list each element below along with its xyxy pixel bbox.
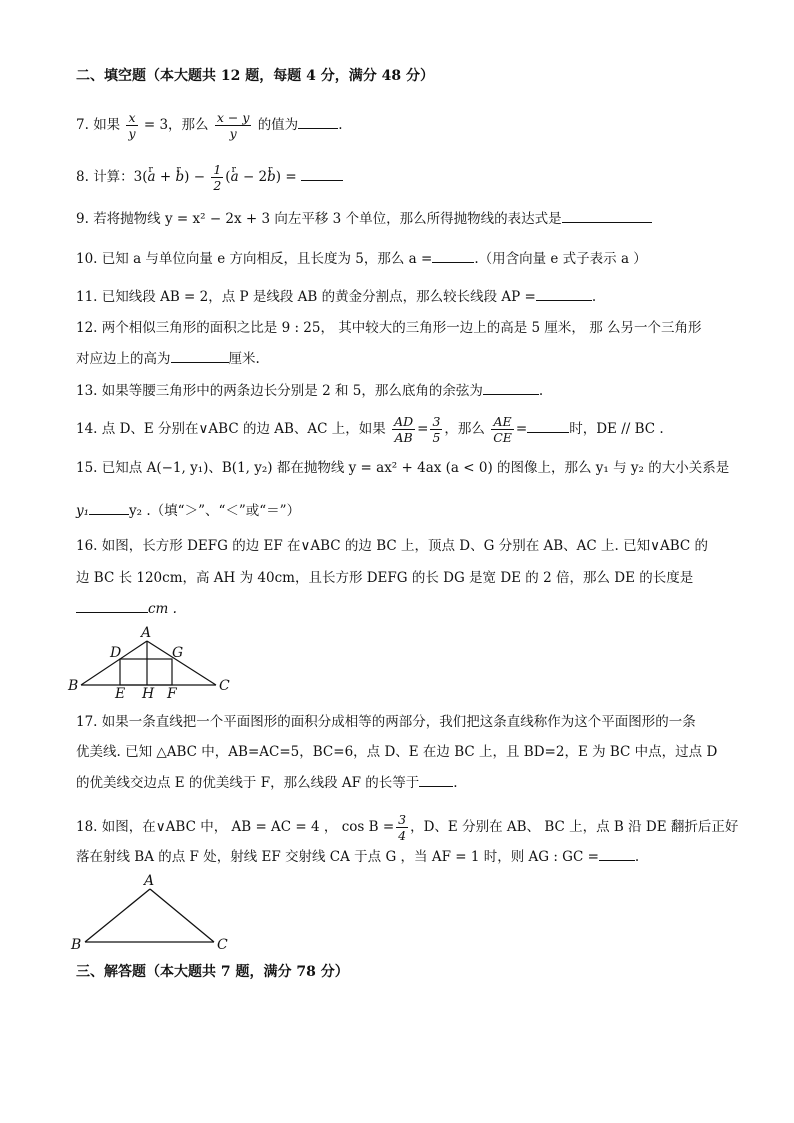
q7-text-b: = 3，那么: [143, 117, 209, 133]
section-3-title: 三、解答题（本大题共 7 题，满分 78 分）: [76, 964, 349, 980]
question-17-cont: 优美线. 已知 △ABC 中，AB=AC=5，BC=6，点 D、E 在边 BC 上，且 BD=2，E 为 BC 中点，过点 D: [76, 744, 718, 760]
question-10: 10. 已知 a 与单位向量 e 方向相反，且长度为 5，那么 a = .（用含向量 e 式子表示 a ）: [76, 248, 647, 269]
section-2-title: 二、填空题（本大题共 12 题，每题 4 分，满分 48 分）: [76, 68, 434, 84]
q14-frac-ad-ab: $\frac{AD}{AB}$: [394, 414, 414, 445]
question-13: 13. 如果等腰三角形中的两条边长分别是 2 和 5，那么底角的余弦为 .: [76, 380, 543, 401]
q8-answer-blank[interactable]: [301, 166, 343, 181]
vector-a: r a: [148, 169, 156, 185]
q7-frac-xmy-over-y: $\frac{x - y}{y}$: [216, 110, 250, 141]
fig16-label-c: C: [219, 678, 230, 694]
q17-answer-blank[interactable]: [419, 772, 453, 787]
fig16-label-g: G: [172, 645, 184, 661]
q7-number: 7.: [76, 117, 89, 133]
figure-16-triangle: [66, 622, 236, 698]
question-15: 15. 已知点 A(−1, y₁)、B(1, y₂) 都在抛物线 y = ax² + 4ax (a < 0) 的图像上，那么 y₁ 与 y₂ 的大小关系是: [76, 460, 730, 476]
fig16-label-b: B: [68, 678, 79, 694]
q18-answer-blank[interactable]: [599, 846, 635, 861]
question-16: 16. 如图，长方形 DEFG 的边 EF 在∨ABC 的边 BC 上，顶点 D、G 分别在 AB、AC 上. 已知∨ABC 的: [76, 538, 709, 554]
q9-answer-blank[interactable]: [562, 208, 652, 223]
question-9: 9. 若将抛物线 y = x² − 2x + 3 向左平移 3 个单位，那么所得抛物线的表达式是: [76, 208, 652, 229]
question-18: 18. 如图，在∨ABC 中， AB = AC = 4 ， cos B = $\frac{3}{4}$ ，D、E 分别在 AB、 BC 上，点 B 沿 DE 翻折后正好: [76, 812, 739, 843]
q10-answer-blank[interactable]: [432, 248, 474, 263]
vector-b: r b: [176, 169, 185, 185]
q8-number: 8.: [76, 169, 89, 185]
q12-answer-blank[interactable]: [171, 348, 229, 363]
question-12-cont: 对应边上的高为 厘米.: [76, 348, 260, 369]
q14-frac-ae-ce: $\frac{AE}{CE}$: [493, 414, 512, 445]
fig16-label-f: F: [167, 686, 177, 698]
question-11: 11. 已知线段 AB = 2，点 P 是线段 AB 的黄金分割点，那么较长线段 AP = .: [76, 286, 596, 307]
question-17-cont2: 的优美线交边点 E 的优美线于 F，那么线段 AF 的长等于 .: [76, 772, 458, 793]
fig18-label-c: C: [217, 937, 228, 953]
q7-text-c: 的值为: [257, 117, 299, 133]
question-8: 8. 计算：3(r a + r b) − $\frac{1}{2}$ (r a − 2r b) =: [76, 162, 343, 193]
q14-answer-blank[interactable]: [527, 418, 569, 433]
q8-frac-one-half: $\frac{1}{2}$: [213, 162, 222, 193]
fig18-side-ac: [150, 889, 214, 942]
fig16-label-e: E: [115, 686, 126, 698]
q13-answer-blank[interactable]: [483, 380, 539, 395]
fig18-side-ab: [85, 889, 150, 942]
fig18-label-b: B: [71, 937, 82, 953]
question-12: 12. 两个相似三角形的面积之比是 9 : 25， 其中较大的三角形一边上的高是 5 厘米， 那 么另一个三角形: [76, 320, 702, 336]
figure-18-triangle: [66, 872, 246, 954]
q7-answer-blank[interactable]: [298, 114, 338, 129]
question-17: 17. 如果一条直线把一个平面图形的面积分成相等的两部分，我们把这条直线称作为这个平面图形的一条: [76, 714, 696, 730]
question-16-cont2: cm .: [76, 598, 177, 619]
question-16-cont: 边 BC 长 120cm，高 AH 为 40cm，且长方形 DEFG 的长 DG 是宽 DE 的 2 倍，那么 DE 的长度是: [76, 570, 694, 586]
q11-answer-blank[interactable]: [536, 286, 592, 301]
question-14: 14. 点 D、E 分别在∨ABC 的边 AB、AC 上，如果 $\frac{AD}{AB}$ = $\frac{3}{5}$ ，那么 $\frac{AE}{CE}$ = 时，DE // BC .: [76, 414, 664, 445]
q7-text-a: 如果: [93, 117, 121, 133]
question-15-cont: y₁ y₂ .（填“＞”、“＜”或“＝”）: [76, 500, 300, 521]
q7-frac-x-over-y: $\frac{x}{y}$: [128, 110, 136, 141]
q15-answer-blank[interactable]: [89, 500, 129, 515]
fig16-label-h: H: [142, 686, 155, 698]
fig16-rectangle-defg: [120, 659, 172, 685]
fig16-label-a: A: [141, 625, 152, 641]
q16-answer-blank[interactable]: [76, 598, 148, 613]
question-7: 7. 如果 $\frac{x}{y}$ = 3，那么 $\frac{x - y}{y}$ 的值为 .: [76, 110, 343, 141]
question-18-cont: 落在射线 BA 的点 F 处，射线 EF 交射线 CA 于点 G ，当 AF = 1 时，则 AG : GC = .: [76, 846, 639, 867]
q18-frac-3-4: $\frac{3}{4}$: [398, 812, 407, 843]
fig16-label-d: D: [110, 645, 122, 661]
fig18-label-a: A: [144, 873, 155, 889]
q14-frac-3-5: $\frac{3}{5}$: [432, 414, 441, 445]
